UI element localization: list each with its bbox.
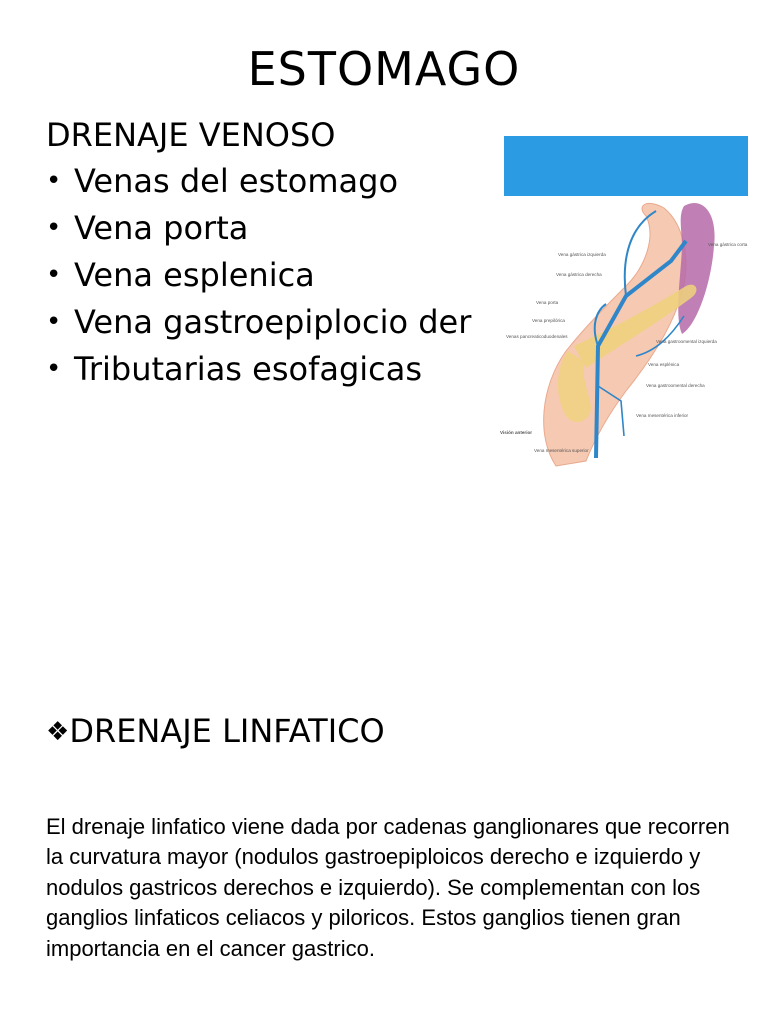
lymphatic-drainage-heading — [46, 712, 385, 750]
label-gastrica-corta: Vena gástrica corta — [708, 242, 748, 247]
list-item-text: Vena esplenica — [74, 256, 315, 294]
venous-drainage-heading: DRENAJE VENOSO — [46, 116, 336, 154]
spleen-shape — [678, 203, 714, 334]
list-item-text: Venas del estomago — [74, 162, 399, 200]
bullet-icon: • — [46, 354, 62, 384]
list-item — [46, 346, 506, 393]
label-esplenica: Vena esplénica — [648, 362, 680, 367]
bullet-icon: • — [46, 213, 62, 243]
slide-title: ESTOMAGO — [247, 42, 521, 96]
label-prepilorica: Vena prepilórica — [532, 318, 565, 323]
figure-header-bar — [504, 136, 748, 196]
label-pancreaticoduodenales: Venas pancreaticoduodenales — [506, 334, 568, 339]
label-gastroomental-izquierda: Vena gastroomental izquierda — [656, 339, 717, 344]
label-gastrica-izquierda: Vena gástrica izquierda — [558, 252, 606, 257]
list-item — [46, 252, 506, 299]
list-item-text: Vena porta — [74, 209, 249, 247]
label-gastroomental-derecha: Vena gastroomental derecha — [646, 383, 705, 388]
list-item — [46, 299, 506, 346]
lymphatic-paragraph: El drenaje linfatico viene dada por cadenas ganglionares que recorren la curvatura mayor (nodulos gastroepiploicos derecho e izquierdo y nodulos gastricos derechos e izquierdo). Se complementan con los ganglios linfaticos celiacos y piloricos. Estos ganglios tienen gran importancia en el cancer gastrico. — [46, 814, 730, 961]
list-item-text: Vena gastroepiplocio der — [74, 303, 472, 341]
label-mesenterica-inferior: Vena mesentérica inferior — [636, 413, 689, 418]
label-vision-anterior: Visión anterior — [500, 430, 533, 435]
label-gastrica-derecha: Vena gástrica derecha — [556, 272, 602, 277]
bullet-icon: • — [46, 307, 62, 337]
bullet-icon: • — [46, 166, 62, 196]
label-porta: Vena porta — [536, 300, 559, 305]
stomach-venous-anatomy-figure — [496, 136, 752, 496]
lymphatic-heading-text: DRENAJE LINFATICO — [69, 712, 385, 750]
list-item — [46, 158, 506, 205]
diamond-bullet-icon: ❖ — [46, 717, 70, 747]
venous-list — [46, 158, 506, 393]
label-mesenterica-superior: Vena mesentérica superior — [534, 448, 589, 453]
anatomy-illustration — [496, 136, 752, 496]
bullet-icon: • — [46, 260, 62, 290]
list-item — [46, 205, 506, 252]
list-item-text: Tributarias esofagicas — [74, 350, 423, 388]
venous-drainage-section — [46, 112, 506, 393]
